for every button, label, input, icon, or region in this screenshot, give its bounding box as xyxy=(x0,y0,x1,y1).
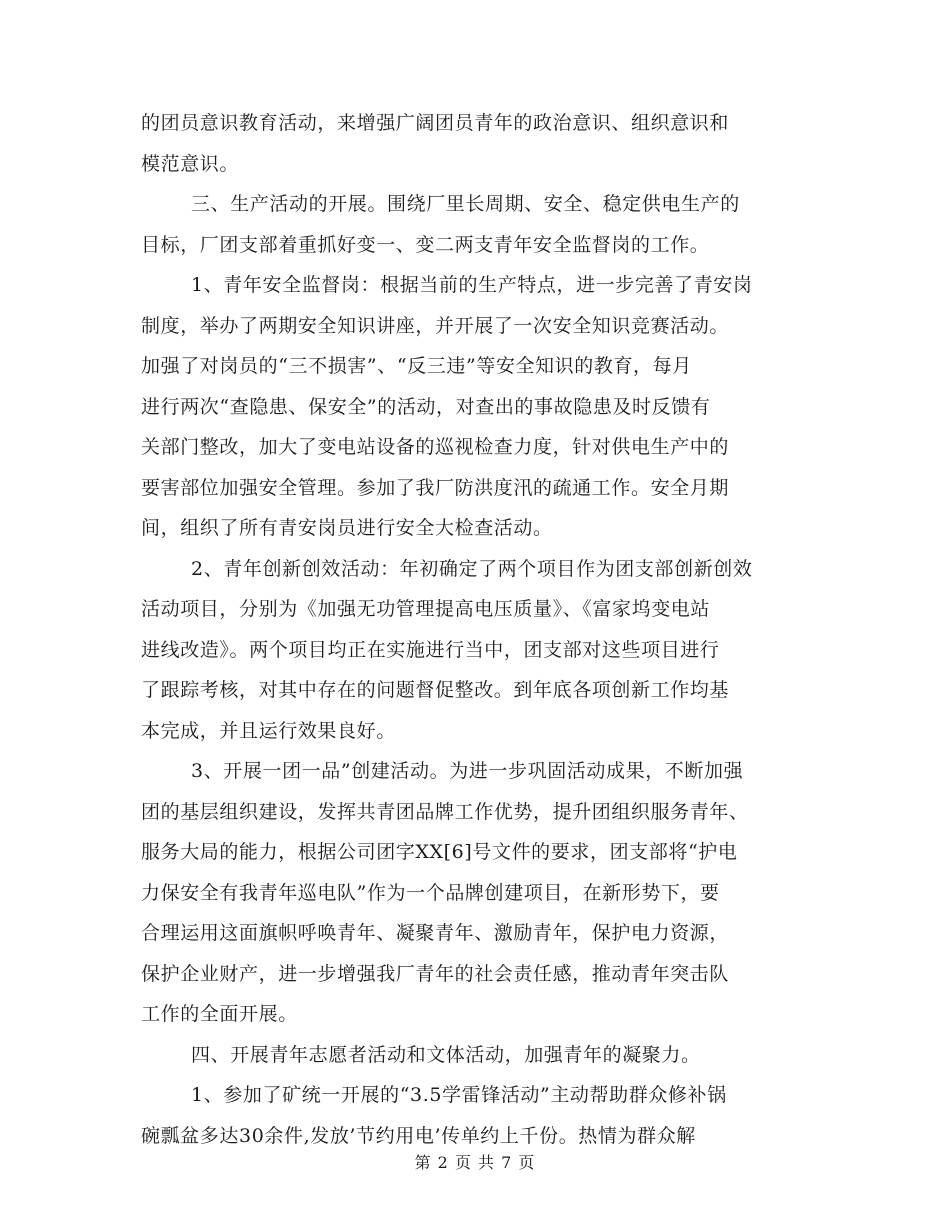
text-line: 2、青年创新创效活动：年初确定了两个项目作为团支部创新创效 xyxy=(191,557,753,580)
text-line: 四、开展青年志愿者活动和文体活动，加强青年的凝聚力。 xyxy=(191,1043,701,1066)
text-line: 目标，厂团支部着重抓好变一、变二两支青年安全监督岗的工作。 xyxy=(141,233,710,256)
text-line: 工作的全面开展。 xyxy=(141,1003,298,1025)
text-line: 关部门整改，加大了变电站设备的巡视检查力度，针对供电生产中的 xyxy=(141,436,730,458)
text-line: 1、参加了矿统一开展的“3.5学雷锋活动”主动帮助群众修补锅 xyxy=(191,1084,727,1106)
text-line: 本完成，并且运行效果良好。 xyxy=(141,719,396,742)
text-line: 力保安全有我青年巡电队”作为一个品牌创建项目，在新形势下，要 xyxy=(141,881,720,904)
text-line: 活动项目，分别为《加强无功管理提高电压质量》、《富家坞变电站 xyxy=(141,598,711,620)
text-line: 服务大局的能力，根据公司团字XX[6]号文件的要求，团支部将“护电 xyxy=(141,841,738,863)
text-line: 间，组织了所有青安岗员进行安全大检查活动。 xyxy=(141,517,553,539)
text-line: 模范意识。 xyxy=(141,152,240,175)
text-line: 要害部位加强安全管理。参加了我厂防洪度汛的疏通工作。安全月期 xyxy=(141,476,730,499)
text-line: 加强了对岗员的“三不损害”、“反三违”等安全知识的教育，每月 xyxy=(141,355,692,377)
text-line: 1、青年安全监督岗：根据当前的生产特点，进一步完善了青安岗 xyxy=(191,274,753,296)
text-line: 了跟踪考核，对其中存在的问题督促整改。到年底各项创新工作均基 xyxy=(141,679,730,701)
text-line: 合理运用这面旗帜呼唤青年、凝聚青年、激励青年，保护电力资源， xyxy=(141,922,730,944)
text-line: 三、生产活动的开展。围绕厂里长周期、安全、稳定供电生产的 xyxy=(191,193,740,215)
text-line: 3、开展一团一品”创建活动。为进一步巩固活动成果，不断加强 xyxy=(191,760,744,782)
text-line: 保护企业财产，进一步增强我厂青年的社会责任感，推动青年突击队 xyxy=(141,962,730,985)
body-text xyxy=(141,103,813,1156)
text-line: 碗瓢盆多达30余件,发放’节约用电’传单约上千份。热情为群众解 xyxy=(141,1124,696,1147)
text-line: 制度，举办了两期安全知识讲座，并开展了一次安全知识竞赛活动。 xyxy=(141,314,730,337)
page-number-footer: 第 2 页 共 7 页 xyxy=(414,1153,536,1172)
text-line: 进行两次“查隐患、保安全”的活动，对查出的事故隐患及时反馈有 xyxy=(141,395,711,418)
text-line: 的团员意识教育活动，来增强广阔团员青年的政治意识、组织意识和 xyxy=(141,112,730,134)
text-line: 进线改造》。两个项目均正在实施进行当中，团支部对这些项目进行 xyxy=(141,638,720,661)
text-line: 团的基层组织建设，发挥共青团品牌工作优势，提升团组织服务青年、 xyxy=(141,800,749,823)
